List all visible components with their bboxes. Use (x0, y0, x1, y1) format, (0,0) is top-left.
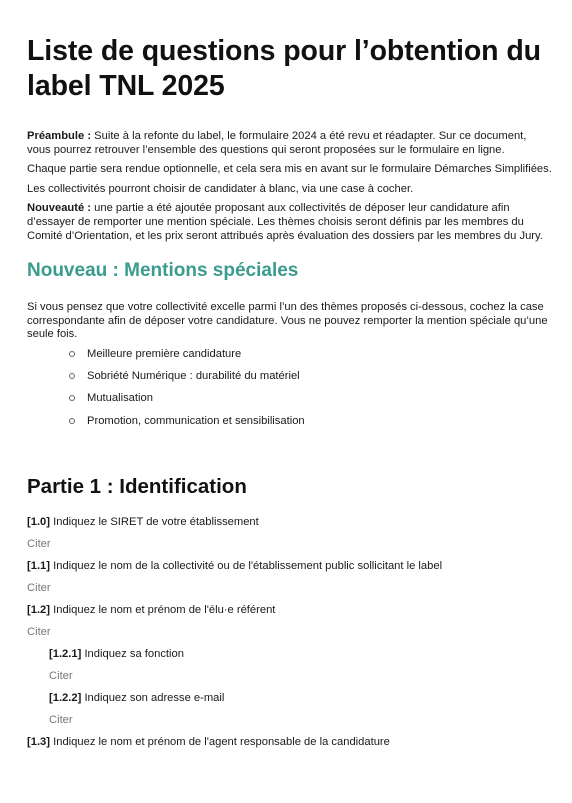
part1-heading: Partie 1 : Identification (27, 474, 247, 498)
question-number: [1.3] (27, 735, 51, 748)
nouveaute-paragraph (27, 202, 552, 243)
part1-questions (27, 516, 552, 749)
question-1-2-2 (27, 692, 552, 706)
nouveaute-text: une partie a été ajoutée proposant aux collectivités de déposer leur candidature afin d’essayer de remporter une mention spéciale. Les thèmes choisis seront définis par les membres du Comité d’Orientation, et les prix seront attribués après évaluation des dossiers par les membres du Jury. (27, 202, 543, 242)
list-item (69, 348, 552, 362)
question-text: Indiquez sa fonction (81, 647, 184, 660)
question-number: [1.2.2] (49, 691, 82, 704)
preambule-paragraph (27, 130, 552, 157)
preambule-text: Suite à la refonte du label, le formulaire 2024 a été revu et réadapter. Sur ce document, vous pourrez retrouver l’ensemble des questions qui seront proposées sur le formulaire en ligne. (27, 130, 527, 156)
list-item-label: Promotion, communication et sensibilisation (87, 414, 305, 427)
question-number: [1.1] (27, 559, 51, 572)
mentions-list (27, 348, 552, 428)
list-item-label: Meilleure première candidature (87, 347, 242, 360)
question-number: [1.2.1] (49, 647, 82, 660)
page-title: Liste de questions pour l’obtention du label TNL 2025 (27, 35, 541, 102)
question-1-3 (27, 736, 552, 750)
mentions-description: Si vous pensez que votre collectivité excelle parmi l’un des thèmes proposés ci-dessous, cochez la case correspondante afin de déposer votre candidature. Vous ne pouvez remporter la mention spéciale qu’une seule fois. (27, 301, 548, 341)
preambule-label: Préambule : (27, 130, 92, 142)
question-text: Indiquez le nom de la collectivité ou de l'établissement public sollicitant le label (50, 559, 443, 572)
question-1-0 (27, 516, 552, 530)
question-text: Indiquez son adresse e-mail (81, 691, 225, 704)
circle-bullet-icon (69, 351, 75, 357)
circle-bullet-icon (69, 418, 75, 424)
question-number: [1.2] (27, 603, 51, 616)
cite-placeholder: Citer (49, 669, 73, 682)
list-item-label: Mutualisation (87, 392, 153, 405)
circle-bullet-icon (69, 373, 75, 379)
circle-bullet-icon (69, 395, 75, 401)
nouveaute-label: Nouveauté : (27, 202, 92, 215)
list-item (69, 370, 552, 384)
question-number: [1.0] (27, 515, 51, 528)
intro-section (27, 130, 552, 243)
cite-placeholder: Citer (27, 625, 51, 638)
question-1-2 (27, 604, 552, 618)
question-text: Indiquez le SIRET de votre établissement (50, 515, 259, 528)
list-item-label: Sobriété Numérique : durabilité du matériel (87, 370, 300, 383)
question-1-2-1 (27, 648, 552, 662)
list-item (69, 392, 552, 406)
list-item (69, 415, 552, 429)
cite-placeholder: Citer (49, 713, 73, 726)
mentions-heading: Nouveau : Mentions spéciales (27, 260, 299, 282)
optional-paragraph: Chaque partie sera rendue optionnelle, et cela sera mis en avant sur le formulaire Démarches Simplifiées. (27, 163, 552, 176)
question-text: Indiquez le nom et prénom de l'élu·e référent (50, 603, 276, 616)
cite-placeholder: Citer (27, 537, 51, 550)
blank-paragraph: Les collectivités pourront choisir de candidater à blanc, via une case à cocher. (27, 182, 414, 195)
cite-placeholder: Citer (27, 581, 51, 594)
question-text: Indiquez le nom et prénom de l'agent responsable de la candidature (50, 735, 390, 748)
question-1-1 (27, 560, 552, 574)
